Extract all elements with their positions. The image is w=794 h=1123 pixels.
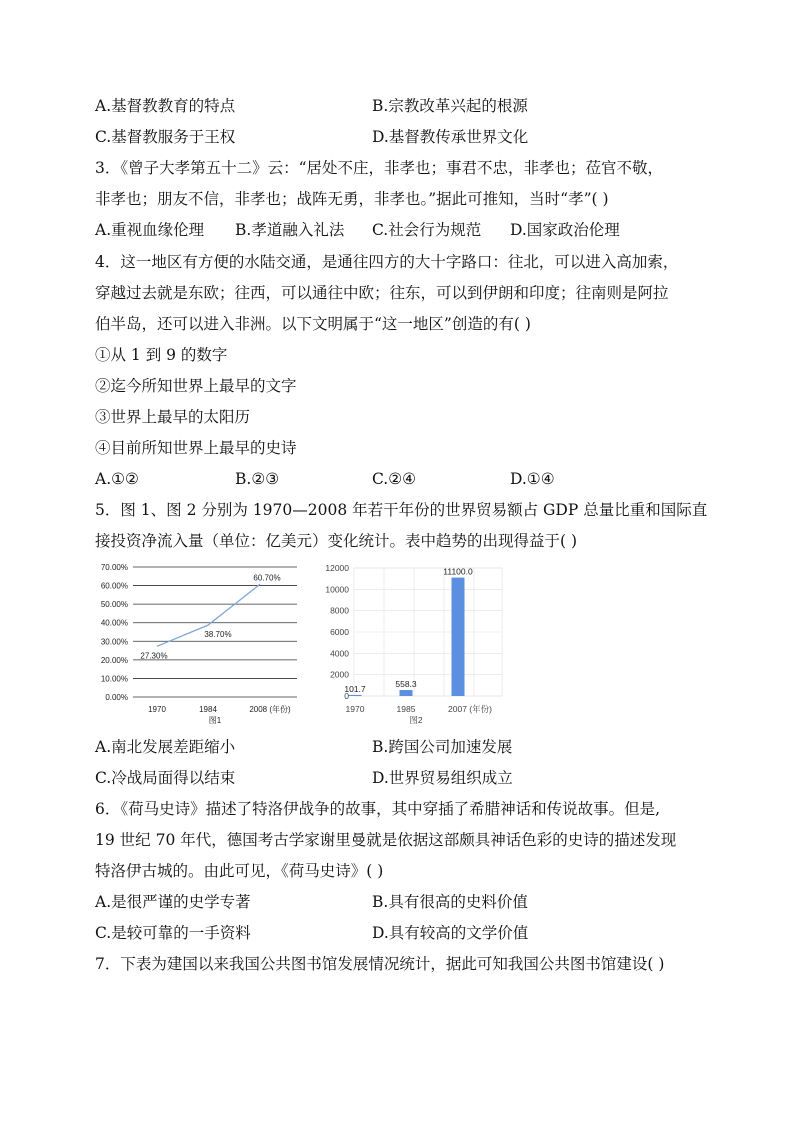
x-tick-label: 1970: [345, 704, 365, 714]
q6-stem-line3: 特洛伊古城的。由此可见，《荷马史诗》( ): [95, 862, 384, 880]
q4-item-2: ②迄今所知世界上最早的文字: [95, 377, 297, 395]
figure-2-chart: [312, 560, 507, 730]
figure-1-chart: [95, 560, 305, 730]
q5-option-c: C.冷战局面得以结束: [95, 769, 236, 787]
q4-option-b: B.②③: [235, 470, 280, 488]
q5-stem-line2: 接投资净流入量（单位：亿美元）变化统计。表中趋势的出现得益于( ): [95, 532, 578, 550]
y-tick-label: 50.00%: [100, 600, 128, 610]
q4-stem-line1: 4．这一地区有方便的水陆交通，是通往四方的大十字路口：往北，可以进入高加索，: [95, 253, 679, 271]
q7-stem-line1: 7．下表为建国以来我国公共图书馆发展情况统计，据此可知我国公共图书馆建设( ): [95, 955, 665, 973]
y-tick-label: 60.00%: [100, 581, 128, 591]
data-label: 101.7: [344, 683, 366, 694]
q4-item-1: ①从 1 到 9 的数字: [95, 346, 228, 364]
q6-option-b: B.具有很高的史料价值: [372, 893, 528, 911]
q4-stem-line2: 穿越过去就是东欧；往西，可以通往中欧；往东，可以到伊朗和印度；往南则是阿拉: [95, 284, 669, 302]
x-tick-label: 1970: [148, 705, 166, 714]
y-tick-label: 0: [344, 691, 349, 701]
figure-caption: 图1: [208, 716, 222, 725]
data-label: 38.70%: [204, 630, 232, 640]
data-label: 60.70%: [253, 573, 281, 583]
bar-chart-svg: [312, 560, 507, 730]
y-tick-label: 12000: [325, 563, 349, 573]
q3-option-b: B.孝道融入礼法: [235, 221, 345, 239]
x-tick-label: 2007 (年份): [448, 704, 492, 714]
q5-option-b: B.跨国公司加速发展: [372, 738, 513, 756]
y-tick-label: 10.00%: [100, 674, 128, 684]
q6-option-d: D.具有较高的文学价值: [372, 924, 529, 942]
q4-stem-line3: 伯半岛，还可以进入非洲。以下文明属于“这一地区”创造的有( ): [95, 315, 531, 333]
y-tick-label: 2000: [330, 669, 349, 680]
q4-item-4: ④目前所知世界上最早的史诗: [95, 439, 297, 457]
q2-option-d: D.基督教传承世界文化: [372, 128, 529, 146]
q2-option-b: B.宗教改革兴起的根源: [372, 97, 528, 115]
y-tick-label: 8000: [330, 605, 349, 616]
q2-option-a: A.基督教教育的特点: [95, 97, 236, 115]
q3-option-d: D.国家政治伦理: [510, 221, 620, 239]
q6-stem-line2: 19 世纪 70 年代，德国考古学家谢里曼就是依据这部颇具神话色彩的史诗的描述发现: [95, 831, 677, 849]
q6-option-a: A.是很严谨的史学专著: [95, 893, 251, 911]
q4-option-d: D.①④: [510, 470, 555, 488]
data-label: 27.30%: [140, 651, 168, 661]
y-tick-label: 40.00%: [100, 618, 128, 628]
x-tick-label: 1985: [396, 704, 416, 714]
q3-option-c: C.社会行为规范: [372, 221, 482, 239]
q6-stem-line1: 6．《荷马史诗》描述了特洛伊战争的故事，其中穿插了希腊神话和传说故事。但是,: [95, 800, 661, 818]
figure-caption: 图2: [409, 715, 423, 725]
q3-stem-line2: 非孝也；朋友不信，非孝也；战阵无勇，非孝也。”据此可推知，当时“孝”( ): [95, 190, 609, 208]
y-tick-label: 4000: [330, 648, 349, 659]
y-tick-label: 70.00%: [100, 563, 128, 572]
q5-option-d: D.世界贸易组织成立: [372, 769, 513, 787]
y-tick-label: 6000: [330, 627, 349, 637]
q5-option-a: A.南北发展差距缩小: [95, 738, 236, 756]
y-tick-label: 20.00%: [100, 655, 128, 665]
data-label: 558.3: [395, 679, 417, 690]
bar: [452, 578, 465, 696]
q5-stem-line1: 5．图 1、图 2 分别为 1970—2008 年若干年份的世界贸易额占 GDP 总量比重和国际直: [95, 501, 708, 519]
x-tick-label: 2008 (年份): [249, 705, 291, 714]
x-tick-label: 1984: [199, 705, 217, 714]
data-label: 11100.0: [443, 566, 473, 577]
q4-item-3: ③世界上最早的太阳历: [95, 408, 251, 426]
q3-option-a: A.重视血缘伦理: [95, 221, 205, 239]
q3-stem-line1: 3．《曾子大孝第五十二》云：“居处不庄，非孝也；事君不忠，非孝也；莅官不敬，: [95, 159, 664, 177]
q4-option-c: C.②④: [372, 470, 417, 488]
y-tick-label: 0.00%: [105, 693, 128, 702]
q2-option-c: C.基督教服务于王权: [95, 128, 236, 146]
line-chart-svg: [95, 560, 305, 730]
y-tick-label: 30.00%: [100, 637, 128, 647]
bar: [349, 695, 362, 696]
q6-option-c: C.是较可靠的一手资料: [95, 924, 251, 942]
q4-option-a: A.①②: [95, 470, 139, 488]
bar: [400, 690, 413, 696]
y-tick-label: 10000: [325, 584, 349, 595]
